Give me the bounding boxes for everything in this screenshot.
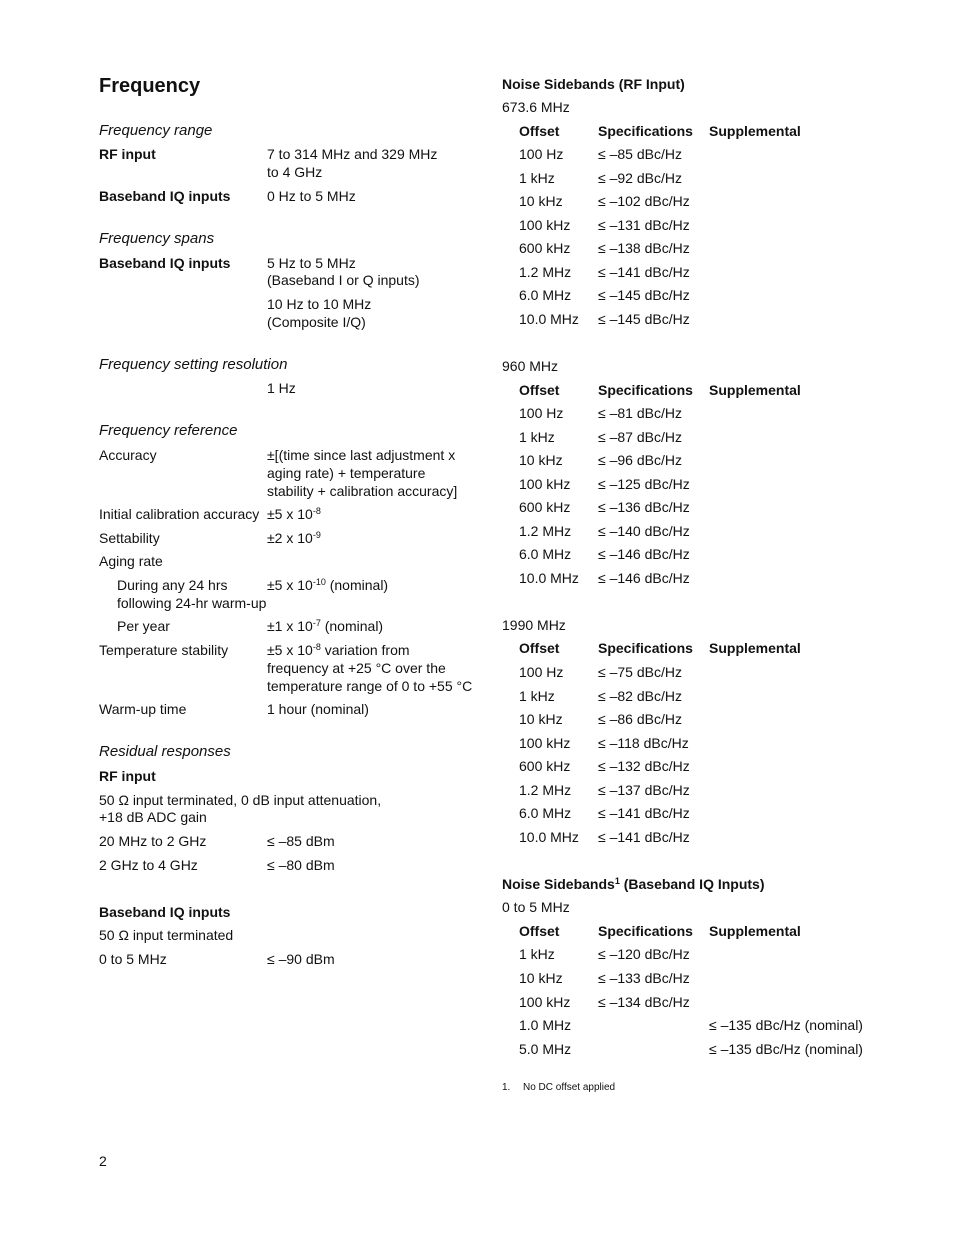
setting-resolution-heading: Frequency setting resolution bbox=[99, 356, 288, 373]
column-header-supplemental: Supplemental bbox=[709, 640, 801, 656]
table-cell-spec: ≤ –75 dBc/Hz bbox=[598, 664, 682, 680]
column-header-supplemental: Supplemental bbox=[709, 923, 801, 939]
table-cell-offset: 10 kHz bbox=[519, 711, 563, 727]
residual-rf-row-label: 20 MHz to 2 GHz bbox=[99, 833, 207, 849]
column-header-offset: Offset bbox=[519, 640, 560, 656]
table-cell-spec: ≤ –118 dBc/Hz bbox=[598, 735, 689, 751]
column-header-specifications: Specifications bbox=[598, 123, 693, 139]
accuracy-label: Accuracy bbox=[99, 447, 157, 463]
table-cell-spec: ≤ –141 dBc/Hz bbox=[598, 805, 690, 821]
column-header-offset: Offset bbox=[519, 923, 560, 939]
column-header-specifications: Specifications bbox=[598, 923, 693, 939]
table-cell-offset: 1.2 MHz bbox=[519, 264, 572, 280]
column-header-specifications: Specifications bbox=[598, 382, 693, 398]
noise-table-frequency: 673.6 MHz bbox=[502, 99, 570, 115]
warmup-value: 1 hour (nominal) bbox=[267, 701, 369, 717]
table-cell-offset: 10 kHz bbox=[519, 452, 563, 468]
table-cell-spec: ≤ –132 dBc/Hz bbox=[598, 758, 690, 774]
noise-table-frequency: 1990 MHz bbox=[502, 617, 566, 633]
residual-rf-row-value: ≤ –85 dBm bbox=[267, 833, 335, 849]
table-cell-spec: ≤ –141 dBc/Hz bbox=[598, 829, 690, 845]
noise-table-frequency: 960 MHz bbox=[502, 358, 559, 374]
residual-rf-row-value: ≤ –80 dBm bbox=[267, 857, 335, 873]
residual-baseband-row-label: 0 to 5 MHz bbox=[99, 951, 167, 967]
spans-value: 10 Hz to 10 MHz bbox=[267, 296, 372, 312]
table-cell-spec: ≤ –133 dBc/Hz bbox=[598, 970, 690, 986]
table-cell-spec: ≤ –92 dBc/Hz bbox=[598, 170, 682, 186]
footnote-text: No DC offset applied bbox=[523, 1082, 616, 1093]
temperature-stability-label: Temperature stability bbox=[99, 642, 229, 658]
table-cell-spec: ≤ –82 dBc/Hz bbox=[598, 688, 682, 704]
table-cell-offset: 1.0 MHz bbox=[519, 1017, 572, 1033]
table-cell-offset: 10 kHz bbox=[519, 970, 563, 986]
rf-input-value: 7 to 314 MHz and 329 MHz bbox=[267, 146, 438, 162]
noise-sidebands-baseband-heading: Noise Sidebands$^1$ (Baseband IQ Inputs) bbox=[502, 876, 765, 892]
table-cell-offset: 6.0 MHz bbox=[519, 546, 572, 562]
table-cell-offset: 10.0 MHz bbox=[519, 570, 579, 586]
table-cell-spec: ≤ –146 dBc/Hz bbox=[598, 570, 690, 586]
table-cell-spec: ≤ –96 dBc/Hz bbox=[598, 452, 682, 468]
temperature-stability-value: ±5 x $10^{-8}$ variation from bbox=[267, 642, 410, 658]
spans-value: (Composite I/Q) bbox=[267, 314, 366, 330]
table-cell-spec: ≤ –140 dBc/Hz bbox=[598, 523, 690, 539]
table-cell-spec: ≤ –102 dBc/Hz bbox=[598, 193, 690, 209]
table-cell-spec: ≤ –85 dBc/Hz bbox=[598, 146, 682, 162]
spans-value: 5 Hz to 5 MHz bbox=[267, 255, 356, 271]
table-cell-supplemental: ≤ –135 dBc/Hz (nominal) bbox=[709, 1041, 863, 1057]
rf-input-label: RF input bbox=[99, 146, 156, 162]
table-cell-offset: 10.0 MHz bbox=[519, 829, 579, 845]
frequency-spans-heading: Frequency spans bbox=[99, 230, 215, 247]
table-cell-offset: 100 Hz bbox=[519, 146, 564, 162]
table-cell-spec: ≤ –120 dBc/Hz bbox=[598, 946, 690, 962]
baseband-label: Baseband IQ inputs bbox=[99, 188, 231, 204]
column-header-specifications: Specifications bbox=[598, 640, 693, 656]
table-cell-offset: 6.0 MHz bbox=[519, 805, 572, 821]
table-cell-offset: 1 kHz bbox=[519, 429, 555, 445]
table-cell-offset: 1 kHz bbox=[519, 688, 555, 704]
table-cell-spec: ≤ –136 dBc/Hz bbox=[598, 499, 690, 515]
column-header-supplemental: Supplemental bbox=[709, 382, 801, 398]
table-cell-spec: ≤ –141 dBc/Hz bbox=[598, 264, 690, 280]
noise-sidebands-rf-heading: Noise Sidebands (RF Input) bbox=[502, 76, 685, 92]
residual-rf-condition: 50 Ω input terminated, 0 dB input attenuation, bbox=[99, 792, 382, 808]
table-cell-spec: ≤ –145 dBc/Hz bbox=[598, 287, 690, 303]
accuracy-value: ±[(time since last adjustment x bbox=[267, 447, 456, 463]
table-cell-offset: 100 Hz bbox=[519, 405, 564, 421]
per-year-label: Per year bbox=[117, 618, 170, 634]
table-cell-offset: 100 Hz bbox=[519, 664, 564, 680]
baseband-value: 0 Hz to 5 MHz bbox=[267, 188, 356, 204]
rf-input-value: to 4 GHz bbox=[267, 164, 323, 180]
table-cell-offset: 10.0 MHz bbox=[519, 311, 579, 327]
aging-24hr-label: following 24-hr warm-up bbox=[117, 595, 267, 611]
page-title: Frequency bbox=[99, 75, 201, 97]
table-cell-offset: 600 kHz bbox=[519, 240, 571, 256]
temperature-stability-value: frequency at +25 °C over the bbox=[267, 660, 446, 676]
frequency-reference-heading: Frequency reference bbox=[99, 422, 238, 439]
footnote-number: 1. bbox=[502, 1082, 511, 1093]
residual-rf-row-label: 2 GHz to 4 GHz bbox=[99, 857, 198, 873]
initial-calibration-value: ±5 x $10^{-8}$ bbox=[267, 506, 321, 522]
table-cell-offset: 100 kHz bbox=[519, 476, 571, 492]
residual-rf-condition: +18 dB ADC gain bbox=[99, 809, 207, 825]
table-cell-spec: ≤ –137 dBc/Hz bbox=[598, 782, 690, 798]
table-cell-offset: 5.0 MHz bbox=[519, 1041, 572, 1057]
table-cell-offset: 100 kHz bbox=[519, 994, 571, 1010]
table-cell-supplemental: ≤ –135 dBc/Hz (nominal) bbox=[709, 1017, 863, 1033]
noise-table-frequency: 0 to 5 MHz bbox=[502, 899, 570, 915]
initial-calibration-label: Initial calibration accuracy bbox=[99, 506, 260, 522]
table-cell-offset: 100 kHz bbox=[519, 735, 571, 751]
per-year-value: ±1 x $10^{-7}$ (nominal) bbox=[267, 618, 384, 634]
settability-value: ±2 x $10^{-9}$ bbox=[267, 530, 321, 546]
page-number: 2 bbox=[99, 1153, 107, 1169]
table-cell-spec: ≤ –86 dBc/Hz bbox=[598, 711, 682, 727]
table-cell-spec: ≤ –131 dBc/Hz bbox=[598, 217, 690, 233]
residual-baseband-condition: 50 Ω input terminated bbox=[99, 927, 234, 943]
spans-label: Baseband IQ inputs bbox=[99, 255, 231, 271]
setting-resolution-value: 1 Hz bbox=[267, 380, 296, 396]
accuracy-value: aging rate) + temperature bbox=[267, 465, 426, 481]
column-header-offset: Offset bbox=[519, 123, 560, 139]
warmup-label: Warm-up time bbox=[99, 701, 187, 717]
table-cell-offset: 6.0 MHz bbox=[519, 287, 572, 303]
table-cell-spec: ≤ –138 dBc/Hz bbox=[598, 240, 690, 256]
table-cell-offset: 1 kHz bbox=[519, 946, 555, 962]
column-header-offset: Offset bbox=[519, 382, 560, 398]
table-cell-spec: ≤ –87 dBc/Hz bbox=[598, 429, 682, 445]
residual-rf-label: RF input bbox=[99, 768, 156, 784]
table-cell-offset: 600 kHz bbox=[519, 499, 571, 515]
residual-responses-heading: Residual responses bbox=[99, 743, 231, 760]
table-cell-spec: ≤ –134 dBc/Hz bbox=[598, 994, 690, 1010]
settability-label: Settability bbox=[99, 530, 160, 546]
table-cell-offset: 1.2 MHz bbox=[519, 782, 572, 798]
aging-24hr-value: ±5 x $10^{-10}$ (nominal) bbox=[267, 577, 389, 593]
table-cell-offset: 1 kHz bbox=[519, 170, 555, 186]
table-cell-spec: ≤ –146 dBc/Hz bbox=[598, 546, 690, 562]
table-cell-offset: 1.2 MHz bbox=[519, 523, 572, 539]
table-cell-spec: ≤ –125 dBc/Hz bbox=[598, 476, 690, 492]
table-cell-offset: 100 kHz bbox=[519, 217, 571, 233]
table-cell-spec: ≤ –81 dBc/Hz bbox=[598, 405, 682, 421]
temperature-stability-value: temperature range of 0 to +55 °C bbox=[267, 678, 473, 694]
residual-baseband-row-value: ≤ –90 dBm bbox=[267, 951, 335, 967]
table-cell-spec: ≤ –145 dBc/Hz bbox=[598, 311, 690, 327]
column-header-supplemental: Supplemental bbox=[709, 123, 801, 139]
spans-value: (Baseband I or Q inputs) bbox=[267, 272, 420, 288]
aging-rate-label: Aging rate bbox=[99, 553, 163, 569]
frequency-range-heading: Frequency range bbox=[99, 122, 213, 139]
accuracy-value: stability + calibration accuracy] bbox=[267, 483, 458, 499]
table-cell-offset: 600 kHz bbox=[519, 758, 571, 774]
aging-24hr-label: During any 24 hrs bbox=[117, 577, 228, 593]
residual-baseband-label: Baseband IQ inputs bbox=[99, 904, 231, 920]
table-cell-offset: 10 kHz bbox=[519, 193, 563, 209]
